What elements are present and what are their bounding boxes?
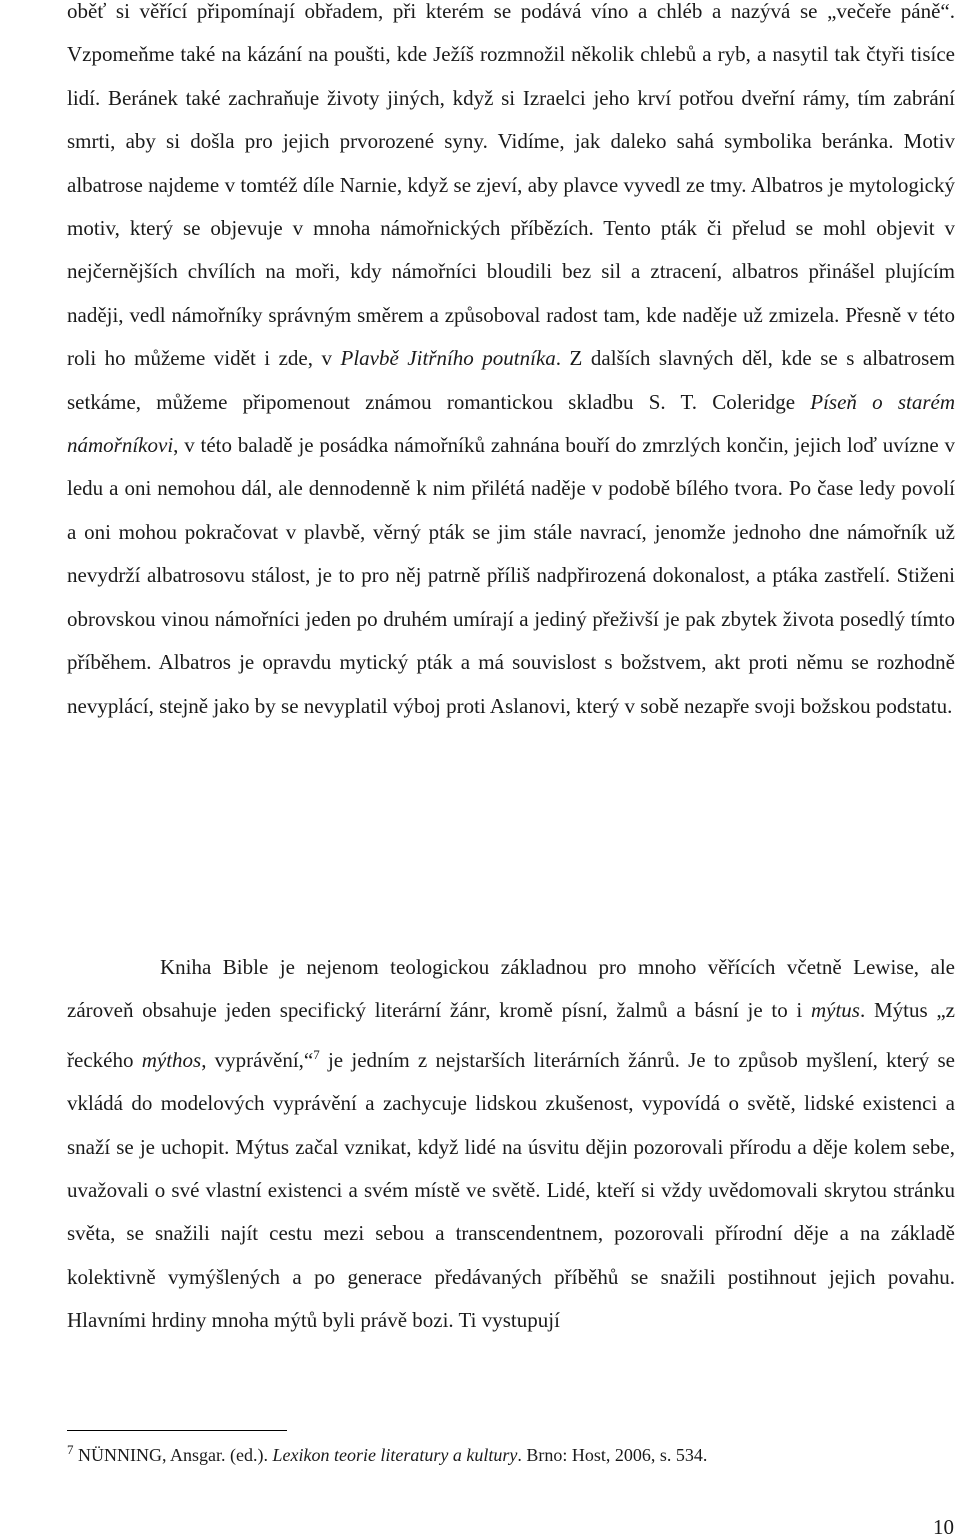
paragraph-2-run: 7 [313,1046,320,1062]
footnote [67,1438,707,1467]
paragraph-2-run: , vyprávění,“ [201,1047,314,1072]
footnote-run: NÜNNING, Ansgar. (ed.). [73,1445,273,1465]
paragraph-1-run: Plavbě Jitřního poutníka [340,346,556,371]
body-paragraph-1 [67,0,955,728]
footnote-text [74,1445,708,1465]
footnote-run: Lexikon teorie literatury a kultury [272,1445,518,1465]
paragraph-2-run: Kniha Bible je nejenom teologickou základnou pro mnoho věřících včetně Lewise, ale zároveň obsahuje jeden specifický literární žánr, kromě písní, žalmů a básní je to i [67,955,955,1023]
body-paragraph-2 [67,946,955,1343]
paragraph-2-run: je jedním z nejstarších literárních žánrů. Je to způsob myšlení, který se vkládá do modelových vyprávění a zachycuje lidskou zkušenost, vypovídá o světě, lidské existenci a snaží se je uchopit. Mýtus začal vznikat, když lidé na úsvitu dějin pozorovali přírodu a děje kolem sebe, uvažovali o své vlastní existenci a svém místě ve světě. Lidé, kteří si vždy uvědomovali skrytou stránku světa, se snažili najít cestu mezi sebou a transcendentnem, pozorovali přírodní děje a na základě kolektivně vymýšlených a po generace předávaných příběhů se snažili postihnout jejich povahu. Hlavními hrdiny mnoha mýtů byli právě bozi. Ti vystupují [67,1047,956,1333]
paragraph-1-run: Píseň o starém námořníkovi [67,389,955,458]
footnote-number: 7 [67,1442,74,1457]
paragraph-1-run: . Z dalších slavných děl, kde se s albatrosem setkáme, můžeme připomenout známou romantickou skladbu S. T. Coleridge [67,346,956,414]
page-number: 10 [933,1515,954,1539]
paragraph-1-run: oběť si věřící připomínají obřadem, při kterém se podává víno a chléb a nazývá se „večeře páně“. Vzpomeňme také na kázání na poušti, kde Ježíš rozmnožil několik chlebů a ryb, a nasytil tak čtyři tisíce lidí. Beránek také zachraňuje životy jiných, když si Izraelci jeho krví potřou dveřní rámy, tím zabrání smrti, aby si došla pro jejich prvorozené syny. Vidíme, jak daleko sahá symbolika beránka. Motiv albatrose najdeme v tomtéž díle Narnie, když se zjeví, aby plavce vyvedl ze tmy. Albatros je mytologický motiv, který se objevuje v mnoha námořnických příbězích. Tento pták či přelud se mohl objevit v nejčernějších chvílích na moři, kdy námořníci bloudili bez sil a ztracení, albatros přinášel plujícím naději, vedl námořníky správným směrem a způsoboval radost tam, kde naděje už zmizela. Přesně v této roli ho můžeme vidět i zde, v [67,0,955,371]
footnote-run: . Brno: Host, 2006, s. 534. [517,1445,708,1465]
paragraph-2-run: . Mýtus „z řeckého [67,998,955,1072]
paragraph-2-run: mýthos [141,1047,202,1072]
paragraph-2-run: mýtus [810,998,860,1023]
paragraph-1-run: , v této baladě je posádka námořníků zahnána bouří do zmrzlých končin, jejich loď uvízne v ledu a oni nemohou dál, ale dennodenně k nim přilétá naděje v podobě bílého tvora. Po čase ledy povolí a oni mohou pokračovat v plavbě, věrný pták se jim stále navrací, jenomže jednoho dne námořník už nevydrží albatrosovu stálost, je to pro něj patrně příliš nadpřirozená dokonalost, a ptáka zastřelí. Stiženi obrovskou vinou námořníci jeden po druhém umírají a jediný přeživší je pak zbytek života posedlý tímto příběhem. Albatros je opravdu mytický pták a má souvislost s božstvem, akt proti němu se rozhodně nevyplácí, stejně jako by se nevyplatil výboj proti Aslanovi, který v sobě nezapře svoji božskou podstatu. [67,433,955,718]
footnote-separator [67,1430,287,1431]
